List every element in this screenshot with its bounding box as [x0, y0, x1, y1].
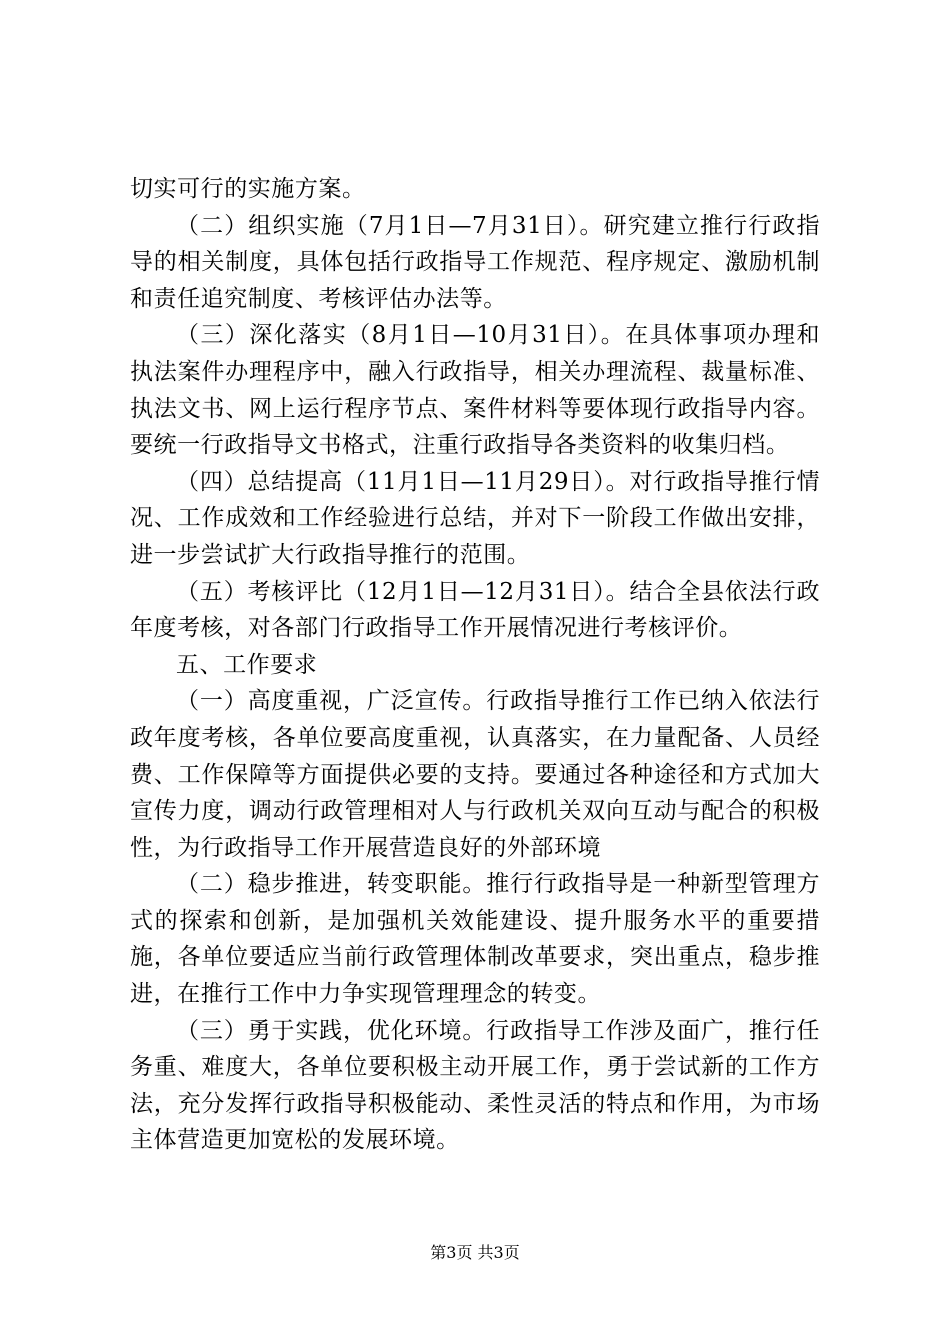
paragraph-phase-2-organize: （二）组织实施（7月1日—7月31日）。研究建立推行行政指导的相关制度，具体包括行政指导工作规范、程序规定、激励机制和责任追究制度、考核评估办法等。: [130, 212, 820, 312]
paragraph-requirement-2: （二）稳步推进，转变职能。推行行政指导是一种新型管理方式的探索和创新，是加强机关效能建设、提升服务水平的重要措施，各单位要适应当前行政管理体制改革要求，突出重点，稳步推进，在推行工作中力争实现管理理念的转变。: [130, 871, 820, 1008]
paragraph-continuation: 切实可行的实施方案。: [130, 176, 366, 202]
paragraph-phase-3-deepen: （三）深化落实（8月1日—10月31日）。在具体事项办理和执法案件办理程序中，融入行政指导，相关办理流程、裁量标准、执法文书、网上运行程序节点、案件材料等要体现行政指导内容。要统一行政指导文书格式，注重行政指导各类资料的收集归档。: [130, 322, 820, 459]
section-heading-work-requirements: 五、工作要求: [176, 651, 318, 678]
paragraph-requirement-1: （一）高度重视，广泛宣传。行政指导推行工作已纳入依法行政年度考核，各单位要高度重视，认真落实，在力量配备、人员经费、工作保障等方面提供必要的支持。要通过各种途径和方式加大宣传力度，调动行政管理相对人与行政机关双向互动与配合的积极性，为行政指导工作开展营造良好的外部环境: [130, 688, 820, 861]
page-number: 第3页 共3页: [430, 1243, 520, 1262]
paragraph-phase-4-summarize: （四）总结提高（11月1日—11月29日）。对行政指导推行情况、工作成效和工作经验进行总结，并对下一阶段工作做出安排，进一步尝试扩大行政指导推行的范围。: [130, 468, 820, 568]
paragraph-phase-5-evaluate: （五）考核评比（12月1日—12月31日）。结合全县依法行政年度考核，对各部门行政指导工作开展情况进行考核评价。: [130, 578, 820, 642]
paragraph-requirement-3: （三）勇于实践，优化环境。行政指导工作涉及面广，推行任务重、难度大，各单位要积极主动开展工作，勇于尝试新的工作方法，充分发挥行政指导积极能动、柔性灵活的特点和作用，为市场主体营造更加宽松的发展环境。: [130, 1017, 820, 1154]
document-body: [130, 171, 820, 1159]
page-footer: [0, 1243, 950, 1263]
